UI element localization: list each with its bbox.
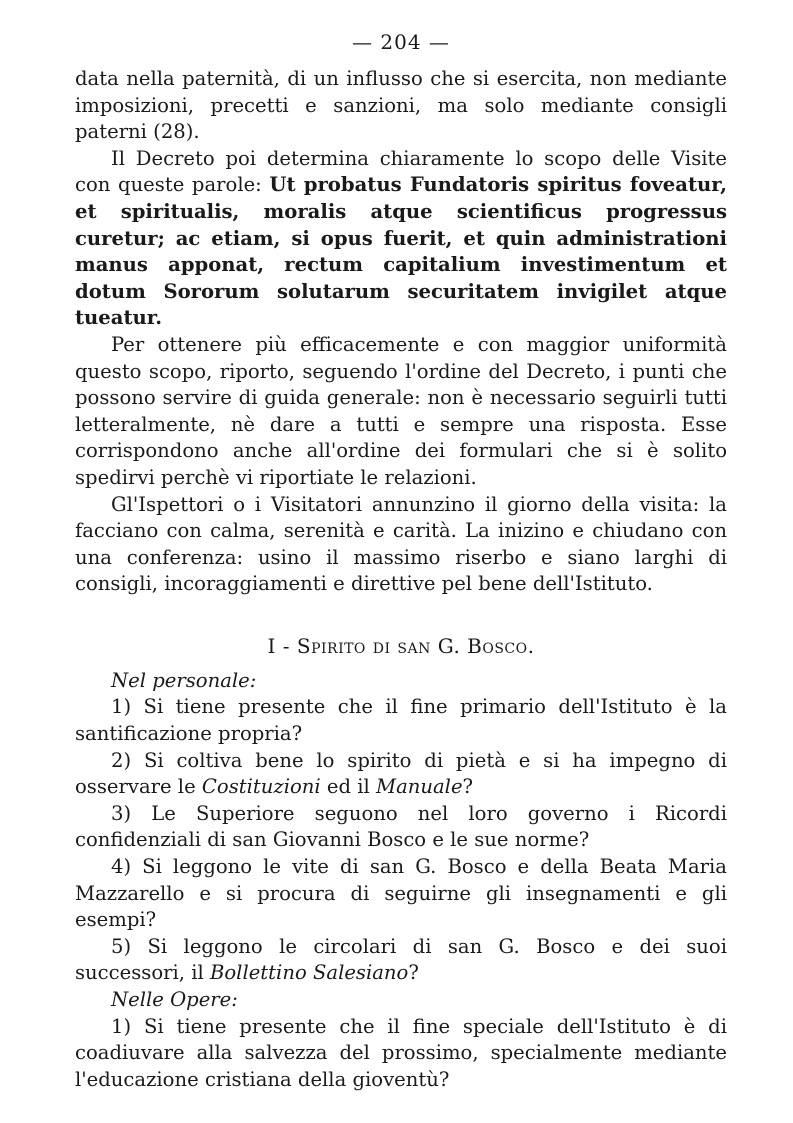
list-item: 4) Si leggono le vite di san G. Bosco e della Beata Maria Mazzarello e si procura di seguirne gli insegnamenti e gli esempi? — [75, 855, 727, 932]
page-number: — 204 — — [352, 30, 450, 54]
paragraph-decree — [75, 146, 727, 332]
paragraph-purpose: Per ottenere più efficacemente e con maggior uniformità questo scopo, riporto, seguendo l'ordine del Decreto, i punti che possono servire di guida generale: non è necessario seguirli tutti letteralmente, nè dare a tutti e sempre una risposta. Esse corrispondono anche all'ordine dei formulari che si è solito spedirvi perchè vi riportiate le relazioni. — [75, 332, 727, 489]
decree-intro: Il Decreto poi determina chiaramente lo scopo delle Visite con queste parole: — [75, 146, 727, 197]
manuale-title: Manuale — [376, 775, 463, 799]
section-heading — [75, 634, 727, 658]
paragraph-inspectors: Gl'Ispettori o i Visitatori annunzino il giorno della visita: la facciano con calma, serenità e carità. La inizino e chiudano con una conferenza: usino il massimo riserbo e siano larghi di consigli, incoraggiamenti e direttive pel bene dell'Istituto. — [75, 492, 727, 596]
subhead-opere: Nelle Opere: — [111, 988, 238, 1011]
paragraph-continuation: data nella paternità, di un influsso che si esercita, non mediante imposizioni, precetti e sanzioni, ma solo mediante consigli paterni (28). — [75, 67, 727, 144]
bollettino-title: Bollettino Salesiano — [209, 961, 409, 985]
list-item: 2) Si coltiva bene lo spirito di pietà e si ha impegno di osservare le Costituzioni ed il Manuale? — [75, 748, 727, 799]
section-number: I - — [267, 633, 297, 658]
list-item: 1) Si tiene presente che il fine primario dell'Istituto è la santificazione propria? — [75, 695, 727, 746]
subhead-personale: Nel personale: — [111, 668, 257, 692]
list-item: 3) Le Superiore seguono nel loro governo i Ricordi confidenziali di san Giovanni Bosco e le sue norme? — [75, 801, 727, 852]
list-item: 5) Si leggono le circolari di san G. Bosco e dei suoi successori, il Bollettino Salesiano? — [75, 934, 727, 985]
latin-quote: Ut probatus Fundatoris spiritus foveatur, et spiritualis, moralis atque scientificus progressus curetur; ac etiam, si opus fuerit, et quin administrationi manus apponat, rectum capitalium investimentum et dotum Sororum solutarum securitatem invigilet atque tueatur. — [75, 173, 727, 330]
section-title: Spirito di san G. Bosco. — [296, 633, 535, 658]
list-item: 1) Si tiene presente che il fine speciale dell'Istituto è di coadiuvare alla salvezza del prossimo, specialmente mediante l'educazione cristiana della gioventù? — [75, 1014, 727, 1091]
document-page — [75, 30, 727, 1093]
costituzioni-title: Costituzioni — [201, 775, 321, 799]
